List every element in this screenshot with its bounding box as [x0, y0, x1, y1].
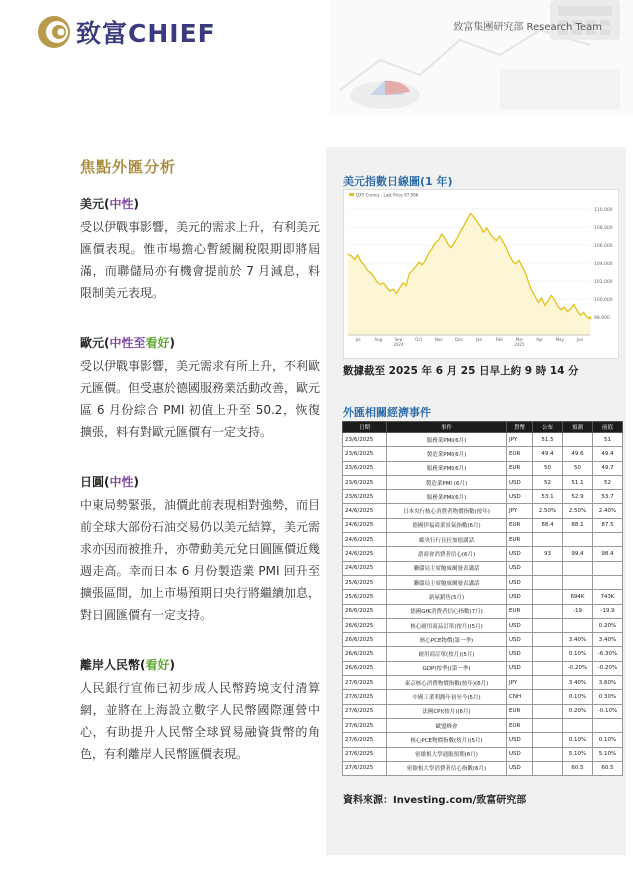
table-cell: 中國工業利潤年初至今(5月)	[387, 690, 507, 704]
table-cell: USD	[507, 633, 533, 647]
table-cell: 23/6/2025	[343, 447, 387, 461]
table-cell	[563, 533, 593, 547]
table-cell: 98.4	[593, 547, 623, 561]
table-cell: EUR	[507, 518, 533, 532]
table-cell: 27/6/2025	[343, 747, 387, 761]
table-cell: JPY	[507, 433, 533, 447]
table-cell: USD	[507, 475, 533, 489]
rating-label: 至	[133, 336, 146, 350]
currency-heading: 離岸人民幣(看好)	[80, 658, 175, 672]
table-cell: -19.9	[593, 604, 623, 618]
table-cell	[533, 604, 563, 618]
legend-label: DXY Curncy - Last Price 97.906	[356, 192, 419, 198]
rating-label: 中性	[109, 197, 134, 211]
x-tick-label: Jun	[576, 337, 584, 342]
table-row	[343, 561, 623, 575]
table-cell: 24/6/2025	[343, 518, 387, 532]
table-cell: 0.10%	[593, 733, 623, 747]
table-cell	[533, 590, 563, 604]
x-tick-label: Mar	[515, 337, 524, 342]
table-cell	[533, 647, 563, 661]
rating-label: 中性	[109, 475, 134, 489]
table-row	[343, 647, 623, 661]
table-cell: GDP(按季)(第一季)	[387, 661, 507, 675]
table-cell: 88.4	[533, 518, 563, 532]
rating-label: 看好	[145, 336, 170, 350]
legend-swatch	[349, 193, 354, 196]
table-cell: 26/6/2025	[343, 618, 387, 632]
table-cell: -19	[563, 604, 593, 618]
logo-swirl-icon	[36, 14, 72, 50]
company-logo	[36, 14, 216, 50]
table-cell: 27/6/2025	[343, 733, 387, 747]
table-cell	[593, 533, 623, 547]
table-cell: 60.5	[593, 761, 623, 775]
y-tick-label: 98.000	[594, 316, 610, 321]
table-cell: EUR	[507, 704, 533, 718]
table-row	[343, 433, 623, 447]
table-cell	[563, 433, 593, 447]
table-row	[343, 575, 623, 589]
logo-text: 致富CHIEF	[76, 19, 216, 48]
table-cell	[533, 561, 563, 575]
events-title: 外匯相關經濟事件	[343, 406, 431, 419]
table-cell: 聯儲局主席鮑威爾發表講話	[387, 575, 507, 589]
table-cell: 23/6/2025	[343, 433, 387, 447]
table-cell: EUR	[507, 533, 533, 547]
table-row	[343, 690, 623, 704]
table-cell: 52.9	[563, 490, 593, 504]
table-cell: 密歇根大學消費者信心指數(6月)	[387, 761, 507, 775]
table-cell: JPY	[507, 676, 533, 690]
analysis-column	[80, 156, 320, 795]
table-cell	[563, 575, 593, 589]
table-cell	[533, 533, 563, 547]
chart-title: 美元指數日線圖(1 年)	[343, 175, 453, 188]
currency-name: 歐元	[80, 336, 105, 350]
table-cell	[533, 718, 563, 732]
table-cell: -0.20%	[593, 661, 623, 675]
events-table	[342, 421, 623, 776]
table-cell	[533, 575, 563, 589]
table-cell: 2.50%	[563, 504, 593, 518]
table-cell: 0.20%	[563, 704, 593, 718]
table-cell: -0.20%	[563, 661, 593, 675]
chart-note: 數據截至 2025 年 6 月 25 日早上約 9 時 14 分	[343, 365, 579, 377]
table-cell: 88.1	[563, 518, 593, 532]
column-header: 公布	[533, 422, 563, 433]
column-header: 日期	[343, 422, 387, 433]
table-cell: 51	[593, 433, 623, 447]
table-cell: 27/6/2025	[343, 676, 387, 690]
table-cell: 53.1	[533, 490, 563, 504]
table-cell: EUR	[507, 447, 533, 461]
table-cell	[533, 618, 563, 632]
table-row	[343, 661, 623, 675]
table-cell	[563, 718, 593, 732]
source-note: 資料來源：Investing.com/致富研究部	[343, 795, 527, 806]
table-cell	[533, 761, 563, 775]
table-cell	[593, 718, 623, 732]
table-cell	[533, 733, 563, 747]
table-cell: 24/6/2025	[343, 561, 387, 575]
currency-name: 美元	[80, 197, 105, 211]
table-cell: 3.40%	[563, 676, 593, 690]
table-cell: EUR	[507, 461, 533, 475]
table-row	[343, 718, 623, 732]
page-header	[0, 0, 633, 115]
table-cell: 24/6/2025	[343, 504, 387, 518]
currency-analysis-text: 受以伊戰事影響，美元需求有所上升，不利歐元匯價。但受惠於德國服務業活動改善，歐元區 6 月份綜合 PMI 初值上升至 50.2，恢復擴張，料有對歐元匯價有一定支持。	[80, 359, 321, 439]
table-cell: 核心耐用商品訂單(按月)(5月)	[387, 618, 507, 632]
table-cell: -0.10%	[593, 704, 623, 718]
research-team-label: 致富集團研究部 Research Team	[453, 22, 602, 33]
x-tick-label: Jan	[475, 337, 483, 342]
table-cell: USD	[507, 575, 533, 589]
table-cell: 99.4	[563, 547, 593, 561]
table-cell	[533, 704, 563, 718]
currency-name: 離岸人民幣	[80, 658, 141, 672]
table-cell: USD	[507, 490, 533, 504]
table-cell	[563, 561, 593, 575]
table-cell: 聯儲局主席鮑威爾發表講話	[387, 561, 507, 575]
area-fill	[348, 214, 590, 336]
table-cell	[593, 561, 623, 575]
table-cell: 0.30%	[593, 690, 623, 704]
table-cell: 0.10%	[563, 733, 593, 747]
table-cell: 26/6/2025	[343, 647, 387, 661]
table-cell: EUR	[507, 604, 533, 618]
currency-heading: 歐元(中性至看好)	[80, 336, 176, 350]
table-cell: USD	[507, 561, 533, 575]
table-cell: -6.30%	[593, 647, 623, 661]
table-cell: 3.40%	[563, 633, 593, 647]
table-cell: USD	[507, 661, 533, 675]
column-header: 貨幣	[507, 422, 533, 433]
table-cell: 25/6/2025	[343, 590, 387, 604]
table-row	[343, 604, 623, 618]
table-cell: JPY	[507, 504, 533, 518]
table-cell: 5.10%	[593, 747, 623, 761]
table-cell	[533, 747, 563, 761]
table-cell: 93	[533, 547, 563, 561]
table-cell: 歐盟峰會	[387, 718, 507, 732]
table-cell: 694K	[563, 590, 593, 604]
table-cell: 27/6/2025	[343, 761, 387, 775]
year-label: 2025	[514, 342, 525, 347]
table-cell: 50	[563, 461, 593, 475]
table-cell: 核心PCE物價(第一季)	[387, 633, 507, 647]
rating-label: 看好	[145, 658, 170, 672]
table-row	[343, 547, 623, 561]
table-cell	[533, 661, 563, 675]
table-cell: USD	[507, 733, 533, 747]
currency-analysis-text: 人民銀行宣佈已初步成人民幣跨境支付清算網，並將在上海設立數字人民幣國際運營中心，有助提升人民幣全球貿易融資貨幣的角色，有利離岸人民幣匯價表現。	[80, 681, 320, 761]
table-cell: 製造業PMI (6月)	[387, 475, 507, 489]
y-tick-label: 110.000	[594, 208, 613, 213]
table-cell: 27/6/2025	[343, 704, 387, 718]
column-header: 前值	[593, 422, 623, 433]
table-cell: 新屋銷售(5月)	[387, 590, 507, 604]
table-cell: EUR	[507, 718, 533, 732]
table-cell: 87.5	[593, 518, 623, 532]
table-cell: 27/6/2025	[343, 690, 387, 704]
year-label: 2024	[393, 342, 404, 347]
dxy-chart	[343, 189, 619, 359]
table-cell: 49.7	[593, 461, 623, 475]
table-cell: USD	[507, 747, 533, 761]
table-cell: 52	[533, 475, 563, 489]
table-row	[343, 761, 623, 775]
table-cell: 53.7	[593, 490, 623, 504]
table-cell: 49.4	[533, 447, 563, 461]
table-cell: 60.5	[563, 761, 593, 775]
table-cell: 2.40%	[593, 504, 623, 518]
table-row	[343, 475, 623, 489]
table-cell: USD	[507, 618, 533, 632]
events-table-header	[343, 422, 623, 433]
table-cell: 743K	[593, 590, 623, 604]
table-cell: 23/6/2025	[343, 475, 387, 489]
dxy-chart-svg	[344, 190, 620, 360]
rating-label: 中性	[109, 336, 134, 350]
y-tick-label: 102.000	[594, 280, 613, 285]
table-cell: 德國GfK消費者信心指數(7月)	[387, 604, 507, 618]
y-tick-label: 100.000	[594, 298, 613, 303]
table-cell: 24/6/2025	[343, 547, 387, 561]
table-cell: 50	[533, 461, 563, 475]
table-cell: 49.4	[593, 447, 623, 461]
y-tick-label: 108.000	[594, 226, 613, 231]
x-tick-label: Sep	[394, 337, 403, 342]
table-row	[343, 747, 623, 761]
table-cell: 日本央行核心消費者物價指數(按年)	[387, 504, 507, 518]
table-cell: 23/6/2025	[343, 461, 387, 475]
table-cell: 服務業PMI(6月)	[387, 433, 507, 447]
table-cell: 法國CPI(按月)(6月)	[387, 704, 507, 718]
table-row	[343, 676, 623, 690]
table-cell: 製造業PMI(6月)	[387, 447, 507, 461]
table-cell: 東京核心消費物價指數(按年)(6月)	[387, 676, 507, 690]
currency-name: 日圓	[80, 475, 105, 489]
table-cell: USD	[507, 590, 533, 604]
table-row	[343, 461, 623, 475]
table-cell: USD	[507, 547, 533, 561]
table-cell: 52	[593, 475, 623, 489]
table-row	[343, 490, 623, 504]
table-cell: USD	[507, 761, 533, 775]
table-cell: 0.10%	[563, 647, 593, 661]
x-tick-label: Nov	[434, 337, 443, 342]
y-tick-label: 104.000	[594, 262, 613, 267]
x-tick-label: May	[555, 337, 564, 342]
column-header: 事件	[387, 422, 507, 433]
x-tick-label: Oct	[415, 337, 423, 342]
x-tick-label: Jul	[355, 337, 361, 342]
table-cell: 23/6/2025	[343, 490, 387, 504]
table-cell: 25/6/2025	[343, 575, 387, 589]
table-cell: 26/6/2025	[343, 661, 387, 675]
x-tick-label: Apr	[536, 337, 544, 342]
table-cell: 服務業PMI(6月)	[387, 490, 507, 504]
table-cell: 密歇根大學通脹預期(6月)	[387, 747, 507, 761]
currency-list	[80, 195, 320, 765]
section-title: 焦點外匯分析	[80, 158, 177, 176]
currency-analysis-text: 受以伊戰事影響，美元的需求上升，有利美元匯價表現。惟市場擔心暫緩關稅限期即將屆滿，而聯儲局亦有機會提前於 7 月減息，料限制美元表現。	[80, 220, 321, 300]
table-row	[343, 590, 623, 604]
table-cell: 0.20%	[593, 618, 623, 632]
currency-heading: 美元(中性)	[80, 197, 139, 211]
table-row	[343, 733, 623, 747]
x-tick-label: Dec	[455, 337, 463, 342]
table-cell: 3.40%	[593, 633, 623, 647]
table-cell: 2.50%	[533, 504, 563, 518]
table-cell: 51.1	[563, 475, 593, 489]
table-cell: 核心PCE物價指數(按月)(5月)	[387, 733, 507, 747]
table-cell: 耐用商訂單(按月)(5月)	[387, 647, 507, 661]
table-cell: 服務業PMI(6月)	[387, 461, 507, 475]
table-cell: 德國伊福商業景氣指數(6月)	[387, 518, 507, 532]
table-cell	[563, 618, 593, 632]
table-cell: 26/6/2025	[343, 633, 387, 647]
x-tick-label: Aug	[374, 337, 383, 342]
table-cell: 24/6/2025	[343, 533, 387, 547]
table-row	[343, 704, 623, 718]
y-tick-label: 106.000	[594, 244, 613, 249]
table-row	[343, 533, 623, 547]
x-tick-label: Feb	[495, 337, 503, 342]
table-cell: USD	[507, 647, 533, 661]
currency-heading: 日圓(中性)	[80, 475, 139, 489]
table-cell	[533, 690, 563, 704]
table-cell: CNH	[507, 690, 533, 704]
table-cell: 0.10%	[563, 690, 593, 704]
table-row	[343, 447, 623, 461]
table-row	[343, 633, 623, 647]
table-cell: 3.60%	[593, 676, 623, 690]
table-cell: 27/6/2025	[343, 718, 387, 732]
table-row	[343, 504, 623, 518]
table-cell: 5.10%	[563, 747, 593, 761]
table-cell	[593, 575, 623, 589]
table-row	[343, 618, 623, 632]
table-cell: 51.5	[533, 433, 563, 447]
table-cell	[533, 633, 563, 647]
table-cell: 26/6/2025	[343, 604, 387, 618]
table-cell: 歐央行行長拉加德講話	[387, 533, 507, 547]
table-cell	[533, 676, 563, 690]
last-point	[589, 316, 592, 319]
column-header: 預測	[563, 422, 593, 433]
table-row	[343, 518, 623, 532]
side-panel	[326, 147, 626, 855]
currency-analysis-text: 中東局勢緊張，油價此前表現相對強勢，而目前全球大部份石油交易仍以美元結算，美元需求亦因而被推升，亦帶動美元兌日圓匯價近幾週走高。幸而日本 6 月份製造業 PMI 回升至擴張區間，加上市場預期日央行將繼續加息，對日圓匯價有一定支持。	[80, 498, 321, 622]
table-cell: 49.6	[563, 447, 593, 461]
table-cell: 諮商會消費者信心(6月)	[387, 547, 507, 561]
